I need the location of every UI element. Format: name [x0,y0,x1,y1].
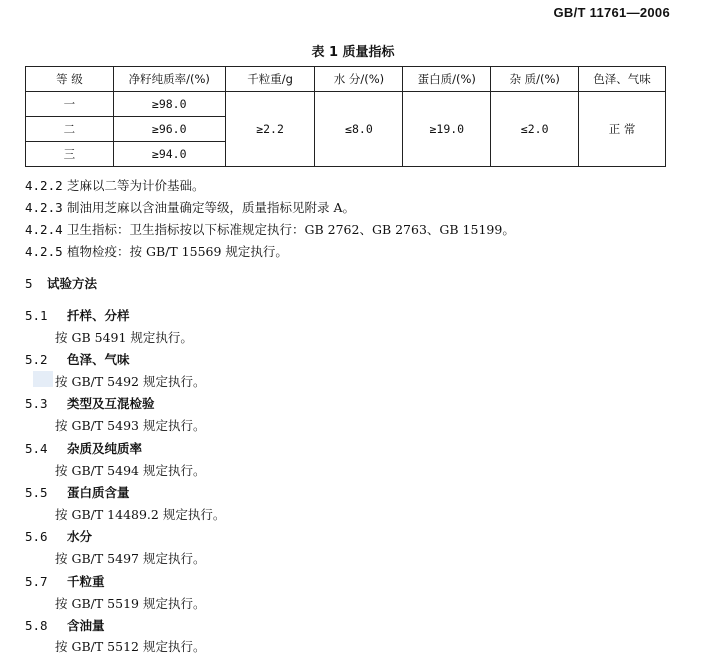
subsection-body: 按 GB/T 5494 规定执行。 [55,463,206,478]
subsection-title: 扦样、分样 [67,308,130,323]
col-header-impurity: 杂 质/(%) [491,67,579,92]
subsection-number: 5.6 [25,529,48,544]
clause-number: 4.2.5 [25,244,63,259]
subsection-title: 含油量 [67,618,105,633]
col-header-protein: 蛋白质/(%) [403,67,491,92]
section-5-heading [25,274,97,292]
subsection-number: 5.2 [25,352,48,367]
subsection-heading [25,616,105,634]
purity-cell: ≥94.0 [113,142,225,167]
subsection-title: 杂质及纯质率 [67,441,143,456]
quality-table [25,66,666,167]
subsection-heading [25,306,130,324]
subsection-heading [25,439,142,457]
table-header-row [26,67,666,92]
weight-cell: ≥2.2 [225,92,315,167]
clause-text: 制油用芝麻以含油量确定等级，质量指标见附录 A。 [67,200,356,215]
subsection-heading [25,394,155,412]
col-header-moisture: 水 分/(%) [315,67,403,92]
col-header-color-smell: 色泽、气味 [579,67,666,92]
table-title: 表 1 质量指标 [311,45,395,60]
purity-cell: ≥96.0 [113,117,225,142]
clause-number: 4.2.3 [25,200,63,215]
grade-cell: 三 [26,142,114,167]
clause-4-2-3 [25,198,355,216]
subsection-body: 按 GB/T 5497 规定执行。 [55,551,206,566]
moisture-cell: ≤8.0 [315,92,403,167]
clause-text: 芝麻以二等为计价基础。 [67,178,205,193]
subsection-title: 类型及互混检验 [67,396,155,411]
subsection-body: 按 GB/T 5512 规定执行。 [55,639,206,654]
section-number: 5 [25,276,33,291]
subsection-heading [25,572,105,590]
clause-number: 4.2.2 [25,178,63,193]
subsection-title: 水分 [67,529,93,544]
clause-number: 4.2.4 [25,222,63,237]
subsection-title: 千粒重 [67,574,105,589]
subsection-heading [25,483,130,501]
subsection-heading [25,527,92,545]
col-header-grade: 等 级 [26,67,114,92]
col-header-purity: 净籽纯质率/(%) [113,67,225,92]
subsection-body: 按 GB/T 5493 规定执行。 [55,418,206,433]
impurity-cell: ≤2.0 [491,92,579,167]
subsection-body: 按 GB 5491 规定执行。 [55,330,193,345]
subsection-number: 5.1 [25,308,48,323]
clause-4-2-5 [25,242,288,260]
grade-cell: 二 [26,117,114,142]
purity-cell: ≥98.0 [113,92,225,117]
subsection-number: 5.7 [25,574,48,589]
standard-code: GB/T 11761—2006 [553,5,670,20]
subsection-body: 按 GB/T 5519 规定执行。 [55,596,206,611]
subsection-number: 5.3 [25,396,48,411]
clause-4-2-2 [25,176,205,194]
subsection-number: 5.5 [25,485,48,500]
subsection-title: 色泽、气味 [67,352,130,367]
subsection-body: 按 GB/T 14489.2 规定执行。 [55,507,226,522]
clause-4-2-4 [25,220,515,238]
col-header-weight: 千粒重/g [225,67,315,92]
clause-text: 植物检疫：按 GB/T 15569 规定执行。 [67,244,288,259]
subsection-number: 5.4 [25,441,48,456]
subsection-body: 按 GB/T 5492 规定执行。 [55,374,206,389]
section-title: 试验方法 [47,276,98,291]
color-smell-cell: 正 常 [579,92,666,167]
grade-cell: 一 [26,92,114,117]
subsection-number: 5.8 [25,618,48,633]
table-row [26,92,666,117]
subsection-title: 蛋白质含量 [67,485,130,500]
clause-text: 卫生指标：卫生指标按以下标准规定执行：GB 2762、GB 2763、GB 15199。 [67,222,515,237]
subsection-heading [25,350,130,368]
selection-highlight [33,371,53,387]
protein-cell: ≥19.0 [403,92,491,167]
